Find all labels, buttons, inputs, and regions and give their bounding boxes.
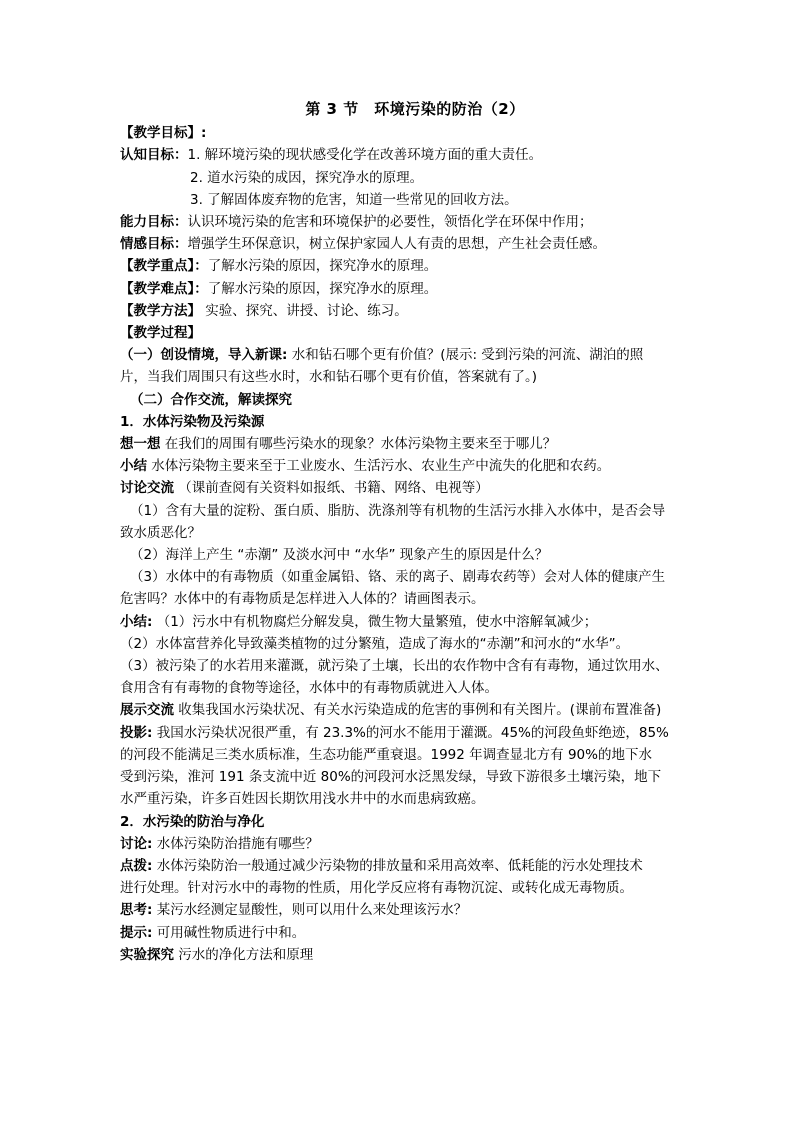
- think-text: 在我们的周围有哪些污染水的现象？水体污染物主要来至于哪儿？: [160, 436, 557, 453]
- hint-text: 可用碱性物质进行中和。: [152, 924, 306, 941]
- teaching-method: [120, 300, 676, 322]
- projection-text-a: 我国水污染状况很严重，有 23.3%的河水不能用于灌溉。45%的河段鱼虾绝迹，85%: [152, 724, 669, 741]
- hint-label: 提示:: [120, 924, 153, 941]
- experiment-line: [120, 944, 676, 966]
- cognitive-label: 认知目标：: [120, 147, 188, 164]
- part1-line-1: [120, 344, 676, 366]
- experiment-label: 实验探究: [120, 946, 174, 963]
- s2-discuss-line: [120, 833, 676, 855]
- cognitive-text-1: 1. 解环境污染的现状感受化学在改善环境方面的重大责任。: [187, 147, 543, 164]
- method-label: 【教学方法】: [120, 302, 201, 319]
- show-label: 展示交流: [120, 702, 174, 719]
- point-text-a: 水体污染防治一般通过减少污染物的排放量和采用高效率、低耗能的污水处理技术: [152, 857, 643, 874]
- part2-heading: （二）合作交流，解读探究: [130, 391, 292, 408]
- hint-line: [120, 922, 676, 944]
- discuss-line: [120, 477, 676, 499]
- think-line: [120, 433, 676, 455]
- summary-text: 水体污染物主要来至于工业废水、生活污水、农业生产中流失的化肥和农药。: [147, 458, 611, 475]
- projection-line-3: 受到污染，淮河 191 条支流中近 80%的河段河水泛黑发绿，导致下游很多土壤污染，地下: [120, 769, 662, 786]
- difficulty-label: 【教学难点】：: [120, 280, 208, 297]
- s2-think-line: [120, 899, 676, 921]
- summary2-line-3b: 食用含有有毒物的食物等途径，水体中的有毒物质就进入人体。: [120, 680, 498, 697]
- question-1a: （1）含有大量的淀粉、蛋白质、脂肪、洗涤剂等有机物的生活污水排入水体中，是否会导: [130, 502, 666, 519]
- difficulty-text: 了解水污染的原因，探究净水的原理。: [207, 280, 438, 297]
- discuss-text: （课前查阅有关资料如报纸、书籍、网络、电视等）: [174, 480, 489, 497]
- section1-heading: 1．水体污染物及污染源: [120, 413, 265, 430]
- section2-heading: 2．水污染的防治与净化: [120, 813, 265, 830]
- summary2-line-3a: （3）被污染了的水若用来灌溉，就污染了土壤，长出的农作物中含有有毒物，通过饮用水、: [120, 658, 669, 675]
- ability-goal: [120, 211, 676, 233]
- summary2-line-1: [120, 611, 676, 633]
- experiment-text: 污水的净化方法和原理: [174, 946, 314, 963]
- part1-label: （一）创设情境，导入新课:: [120, 347, 288, 364]
- cognitive-goal-1: [120, 144, 676, 166]
- focus-label: 【教学重点】：: [120, 258, 208, 275]
- question-1b: 致水质恶化？: [120, 524, 201, 541]
- emotion-label: 情感目标：: [120, 236, 188, 253]
- show-text: 收集我国水污染状况、有关水污染造成的危害的事例和有关图片。(课前布置准备): [174, 702, 662, 719]
- emotion-goal: [120, 233, 676, 255]
- method-text: 实验、探究、讲授、讨论、练习。: [201, 302, 408, 319]
- discuss-label: 讨论交流: [120, 480, 174, 497]
- teaching-focus: [120, 255, 676, 277]
- summary2-line-2: （2）水体富营养化导致藻类植物的过分繁殖，造成了海水的“赤潮”和河水的“水华”。: [120, 635, 630, 652]
- focus-text: 了解水污染的原因，探究净水的原理。: [207, 258, 438, 275]
- question-3b: 危害吗？水体中的有毒物质是怎样进入人体的？请画图表示。: [120, 591, 485, 608]
- point-label: 点拨:: [120, 857, 153, 874]
- point-line-1: [120, 855, 676, 877]
- emotion-text: 增强学生环保意识，树立保护家园人人有责的思想，产生社会责任感。: [187, 236, 606, 253]
- teaching-difficulty: [120, 278, 676, 300]
- question-3a: （3）水体中的有毒物质（如重金属铅、铬、汞的离子、剧毒农药等）会对人体的健康产生: [130, 569, 666, 586]
- projection-line-4: 水严重污染，许多百姓因长期饮用浅水井中的水而患病致癌。: [120, 791, 485, 808]
- projection-line-1: [120, 722, 676, 744]
- ability-text: 认识环境污染的危害和环境保护的必要性，领悟化学在环保中作用；: [187, 214, 593, 231]
- projection-line-2: 的河段不能满足三类水质标准，生态功能严重衰退。1992 年调查显北方有 90%的地下水: [120, 746, 652, 763]
- ability-label: 能力目标：: [120, 214, 188, 231]
- s2-think-text: 某污水经测定显酸性，则可以用什么来处理该污水？: [152, 902, 468, 919]
- summary-label: 小结: [120, 458, 147, 475]
- cognitive-goal-3: 3. 了解固体废弃物的危害，知道一些常见的回收方法。: [190, 191, 518, 208]
- summary2-label: 小结:: [120, 613, 153, 630]
- question-2: （2）海洋上产生 “赤潮” 及淡水河中 “水华” 现象产生的原因是什么？: [130, 547, 549, 564]
- summary-line: [120, 455, 676, 477]
- page-title: 第 3 节 环境污染的防治（2）: [305, 100, 525, 118]
- think-label: 想一想: [120, 436, 161, 453]
- s2-discuss-label: 讨论:: [120, 835, 153, 852]
- show-line: [120, 699, 676, 721]
- summary2-text-1: （1）污水中有机物腐烂分解发臭，微生物大量繁殖，使水中溶解氧减少；: [152, 613, 598, 630]
- process-heading: 【教学过程】: [120, 325, 201, 342]
- part1-text-a: 水和钻石哪个更有价值？(展示: 受到污染的河流、湖泊的照: [287, 347, 644, 364]
- cognitive-goal-2: 2. 道水污染的成因，探究净水的原理。: [190, 169, 424, 186]
- projection-label: 投影:: [120, 724, 153, 741]
- s2-discuss-text: 水体污染防治措施有哪些？: [152, 835, 319, 852]
- point-line-2: 进行处理。针对污水中的毒物的性质，用化学反应将有毒物沉淀、或转化成无毒物质。: [120, 880, 633, 897]
- s2-think-label: 思考:: [120, 902, 153, 919]
- document-page: [120, 98, 676, 966]
- part1-line-2: 片，当我们周围只有这些水时，水和钻石哪个更有价值，答案就有了。): [120, 369, 538, 386]
- goals-heading: 【教学目标】:: [120, 125, 207, 142]
